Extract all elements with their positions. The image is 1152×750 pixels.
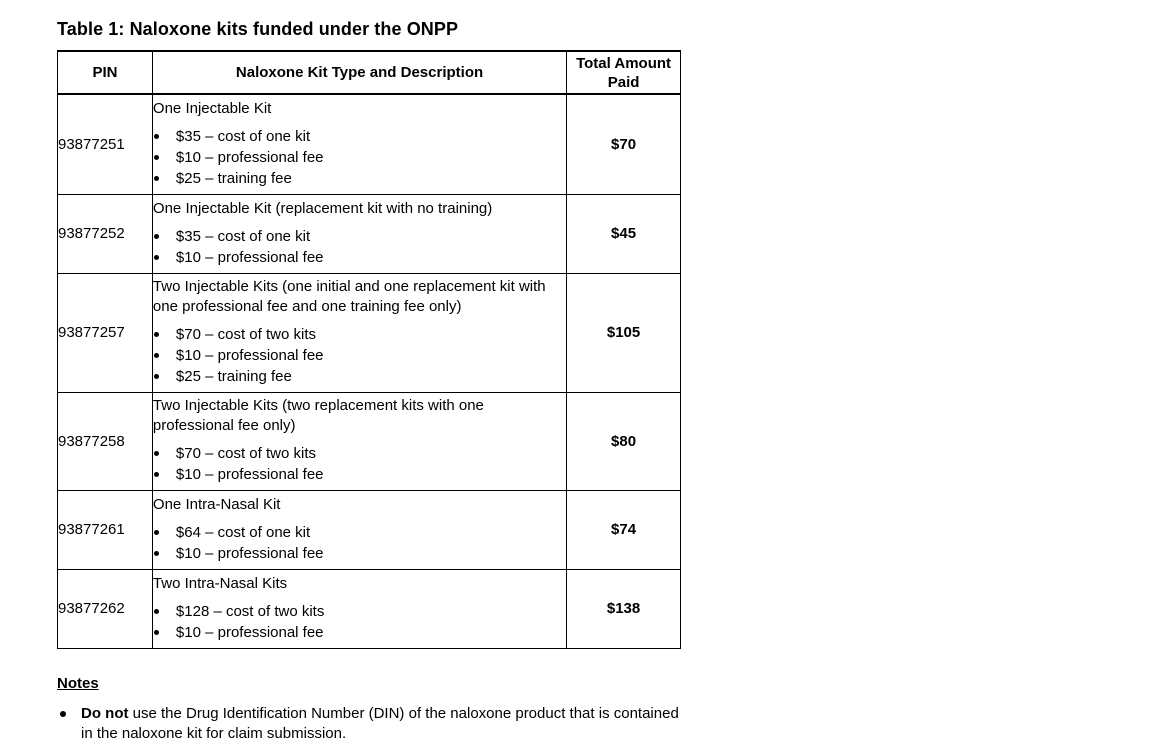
table-body [58,94,681,648]
bullet-icon [154,155,159,160]
pin-cell: 93877251 [58,94,153,194]
table-header-row [58,51,681,94]
total-amount-cell: $80 [567,392,681,490]
column-header-pin: PIN [58,51,153,94]
description-cell [152,194,566,273]
description-cell [152,569,566,648]
total-amount-cell: $74 [567,490,681,569]
pin-cell: 93877262 [58,569,153,648]
bullet-icon [154,609,159,614]
note-item [81,704,681,744]
fee-item-text: $70 – cost of two kits [175,326,316,343]
bullet-icon [154,551,159,556]
fee-item [153,247,566,268]
fee-item-text: $35 – cost of one kit [175,227,311,245]
table-row [58,273,681,392]
fee-item-text: $10 – professional fee [175,148,324,166]
total-amount-cell: $70 [567,94,681,194]
fee-item [153,126,566,147]
fee-item-text: $70 – cost of two kits [175,445,316,462]
fee-item-text: $10 – professional fee [175,248,324,266]
fee-item [153,168,566,189]
kit-type-label: Two Intra-Nasal Kits [152,574,288,592]
fee-item-text: $25 – training fee [175,169,292,187]
table-row [58,392,681,490]
fee-item-text: $64 – cost of one kit [175,523,311,541]
kit-type-label: One Injectable Kit [152,99,272,117]
total-amount-cell: $45 [567,194,681,273]
bullet-icon [154,530,159,535]
fee-item [153,522,566,543]
fee-item [153,345,566,366]
fee-breakdown-list [153,601,566,643]
fee-breakdown-list [153,324,566,387]
bullet-icon [154,374,159,379]
bullet-icon [154,451,159,456]
bullet-icon [154,176,159,181]
bullet-icon [60,711,66,717]
pin-cell: 93877261 [58,490,153,569]
fee-breakdown-list [153,443,566,485]
fee-item-text: $10 – professional fee [175,623,324,641]
notes-heading: Notes [57,675,99,692]
fee-item [153,147,566,168]
fee-breakdown-list [153,226,566,268]
table-row [58,94,681,194]
fee-item-text: $10 – professional fee [175,544,324,562]
column-header-total-amount: Total Amount Paid [567,51,681,94]
bullet-icon [154,353,159,358]
kit-type-label: One Intra-Nasal Kit [152,495,281,513]
bullet-icon [154,332,159,337]
bullet-icon [154,255,159,260]
fee-item [153,622,566,643]
fee-item [153,543,566,564]
fee-breakdown-list [153,522,566,564]
description-cell [152,273,566,392]
description-cell [152,392,566,490]
fee-item [153,366,566,387]
table-row [58,569,681,648]
fee-item [153,443,566,464]
kit-type-label: One Injectable Kit (replacement kit with no training) [152,199,493,217]
bullet-icon [154,134,159,139]
fee-item-text: $10 – professional fee [175,466,324,483]
fee-item-text: $25 – training fee [175,368,292,385]
kit-type-label: Two Injectable Kits (two replacement kits with one professional fee only) [152,397,484,434]
total-amount-cell: $138 [567,569,681,648]
fee-item [153,324,566,345]
note-text: use the Drug Identification Number (DIN) of the naloxone product that is contained in the naloxone kit for claim submission. [81,705,679,742]
fee-item [153,601,566,622]
kit-type-label: Two Injectable Kits (one initial and one replacement kit with one professional fee and one training fee only) [152,278,546,315]
total-amount-cell: $105 [567,273,681,392]
pin-cell: 93877257 [58,273,153,392]
pin-cell: 93877252 [58,194,153,273]
fee-item-text: $128 – cost of two kits [175,602,325,620]
description-cell [152,490,566,569]
bullet-icon [154,472,159,477]
fee-item [153,226,566,247]
pin-cell: 93877258 [58,392,153,490]
bullet-icon [154,630,159,635]
fee-item [153,464,566,485]
table-row [58,194,681,273]
bullet-icon [154,234,159,239]
note-emphasis: Do not [81,705,129,722]
column-header-description: Naloxone Kit Type and Description [152,51,566,94]
fee-breakdown-list [153,126,566,189]
table-title: Table 1: Naloxone kits funded under the ONPP [57,19,459,39]
description-cell [152,94,566,194]
fee-item-text: $10 – professional fee [175,347,324,364]
naloxone-kits-table [57,50,681,649]
fee-item-text: $35 – cost of one kit [175,127,311,145]
table-row [58,490,681,569]
